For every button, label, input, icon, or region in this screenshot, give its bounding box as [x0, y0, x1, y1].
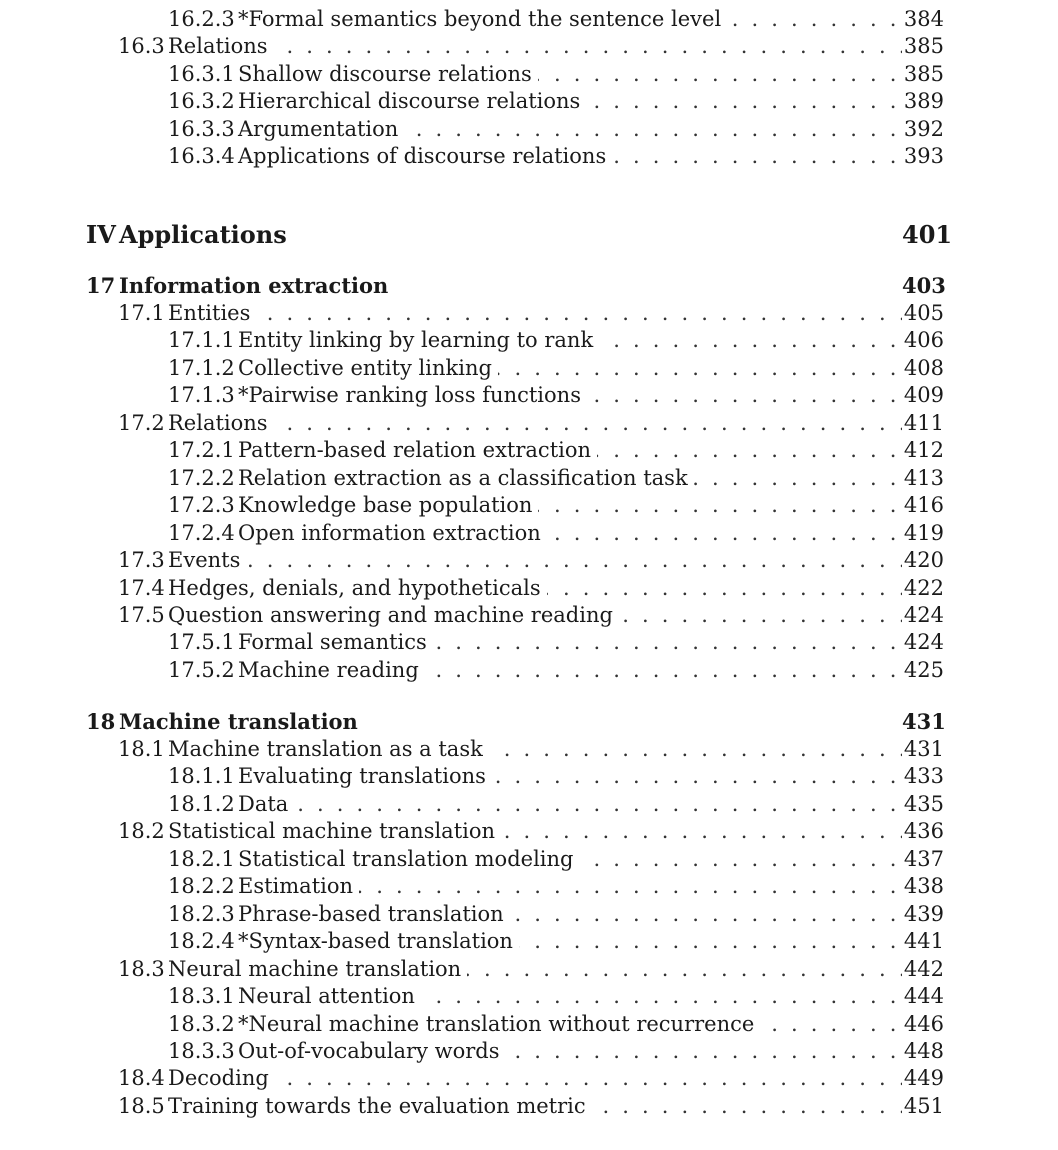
toc-subsection-entry[interactable] [0, 1038, 1058, 1065]
entry-title: *Syntax-based translation [238, 928, 519, 955]
entry-page-number: 411 [903, 410, 944, 435]
entry-page-number: 437 [903, 846, 944, 871]
entry-page-number: 424 [903, 630, 944, 655]
dot-leader [168, 300, 946, 327]
dot-leader [168, 33, 946, 60]
entry-title: Knowledge base population [238, 492, 538, 519]
toc-chapter-heading[interactable] [0, 708, 1058, 735]
entry-title: Statistical translation modeling [238, 846, 579, 873]
entry-title: Machine translation as a task [168, 736, 489, 763]
entry-title: *Neural machine translation without recurrence [238, 1011, 760, 1038]
entry-number: 18.1 [118, 737, 165, 761]
entry-number: 17.1 [118, 301, 165, 325]
toc-subsection-entry[interactable] [0, 901, 1058, 928]
entry-page-number: 413 [903, 465, 944, 490]
entry-number: 16.3.3 [168, 116, 235, 141]
entry-page-number: 389 [903, 89, 944, 114]
entry-page-number: 442 [903, 956, 944, 981]
entry-title: Machine reading [238, 657, 425, 684]
entry-title: Pattern-based relation extraction [238, 437, 597, 464]
entry-number: 18.1.1 [168, 764, 235, 789]
entry-title: Decoding [168, 1065, 275, 1092]
entry-title: Neural machine translation [168, 956, 467, 983]
entry-page-number: 420 [903, 548, 944, 573]
entry-page-number: 385 [903, 34, 944, 59]
entry-title: Formal semantics [238, 629, 433, 656]
toc-subsection-entry[interactable] [0, 116, 1058, 143]
entry-title: Relation extraction as a classification task [238, 465, 694, 492]
entry-number: 18.3.3 [168, 1038, 235, 1063]
entry-page-number: 449 [903, 1066, 944, 1091]
toc-section-entry[interactable] [0, 547, 1058, 574]
toc-section-entry[interactable] [0, 736, 1058, 763]
toc-subsection-entry[interactable] [0, 327, 1058, 354]
entry-title: Out-of-vocabulary words [238, 1038, 506, 1065]
entry-page-number: 433 [903, 764, 944, 789]
toc-subsection-entry[interactable] [0, 629, 1058, 656]
entry-number: 17.5.2 [168, 657, 235, 682]
entry-page-number: 419 [903, 520, 944, 545]
entry-title: Machine translation [119, 708, 364, 735]
toc-section-entry[interactable] [0, 1093, 1058, 1120]
entry-number: IV [86, 220, 116, 249]
entry-number: 16.3.2 [168, 89, 235, 114]
toc-subsection-entry[interactable] [0, 873, 1058, 900]
entry-page-number: 412 [903, 438, 944, 463]
entry-title: Shallow discourse relations [238, 61, 538, 88]
toc-subsection-entry[interactable] [0, 657, 1058, 684]
toc-subsection-entry[interactable] [0, 1011, 1058, 1038]
entry-title: *Pairwise ranking loss functions [238, 382, 587, 409]
toc-section-entry[interactable] [0, 575, 1058, 602]
entry-title: *Formal semantics beyond the sentence level [238, 6, 727, 33]
toc-section-entry[interactable] [0, 602, 1058, 629]
toc-subsection-entry[interactable] [0, 520, 1058, 547]
entry-title: Phrase-based translation [238, 901, 510, 928]
entry-page-number: 431 [903, 737, 944, 761]
toc-section-entry[interactable] [0, 300, 1058, 327]
entry-title: Training towards the evaluation metric [168, 1093, 592, 1120]
entry-page-number: 406 [903, 328, 944, 353]
entry-title: Hedges, denials, and hypotheticals [168, 575, 547, 602]
entry-title: Relations [168, 410, 274, 437]
entry-number: 16.3.1 [168, 61, 235, 86]
toc-section-entry[interactable] [0, 818, 1058, 845]
entry-page-number: 405 [903, 301, 944, 325]
entry-number: 16.3.4 [168, 144, 235, 169]
entry-page-number: 384 [903, 7, 944, 31]
toc-subsection-entry[interactable] [0, 437, 1058, 464]
entry-page-number: 425 [903, 657, 944, 682]
toc-subsection-entry[interactable] [0, 928, 1058, 955]
toc-section-entry[interactable] [0, 1065, 1058, 1092]
entry-page-number: 444 [903, 984, 944, 1009]
entry-page-number: 401 [902, 220, 953, 249]
entry-number: 18.5 [118, 1093, 165, 1118]
entry-page-number: 439 [903, 901, 944, 926]
toc-part-heading[interactable] [0, 219, 1058, 251]
entry-number: 16.2.3 [168, 7, 235, 31]
entry-title: Applications [119, 219, 293, 251]
entry-page-number: 431 [902, 709, 946, 734]
entry-number: 18.2.4 [168, 929, 235, 954]
entry-number: 17.2 [118, 410, 165, 435]
entry-page-number: 451 [903, 1093, 944, 1118]
entry-title: Neural attention [238, 983, 421, 1010]
entry-title: Events [168, 547, 246, 574]
entry-title: Estimation [238, 873, 359, 900]
entry-number: 17.5 [118, 602, 165, 627]
entry-number: 17.1.3 [168, 383, 235, 408]
entry-number: 18.1.2 [168, 791, 235, 816]
entry-page-number: 436 [903, 819, 944, 844]
entry-number: 17.2.3 [168, 493, 235, 518]
entry-number: 18.3.1 [168, 984, 235, 1009]
entry-title: Statistical machine translation [168, 818, 501, 845]
toc-subsection-entry[interactable] [0, 791, 1058, 818]
toc-subsection-entry[interactable] [0, 88, 1058, 115]
entry-number: 18.2 [118, 819, 165, 844]
entry-number: 18.3 [118, 956, 165, 981]
toc-subsection-entry[interactable] [0, 61, 1058, 88]
entry-page-number: 392 [903, 116, 944, 141]
entry-page-number: 435 [903, 791, 944, 816]
entry-number: 18.3.2 [168, 1011, 235, 1036]
toc-subsection-entry[interactable] [0, 382, 1058, 409]
entry-number: 17.2.1 [168, 438, 235, 463]
entry-number: 18.2.1 [168, 846, 235, 871]
toc-chapter-heading[interactable] [0, 272, 1058, 299]
toc-subsection-entry[interactable] [0, 6, 1058, 33]
entry-page-number: 408 [903, 355, 944, 380]
toc-section-entry[interactable] [0, 410, 1058, 437]
entry-number: 17.5.1 [168, 630, 235, 655]
entry-page-number: 409 [903, 383, 944, 408]
entry-title: Applications of discourse relations [238, 143, 612, 170]
entry-title: Collective entity linking [238, 355, 498, 382]
dot-leader [168, 410, 946, 437]
entry-number: 16.3 [118, 34, 165, 59]
entry-number: 17.2.2 [168, 465, 235, 490]
toc-section-entry[interactable] [0, 956, 1058, 983]
toc-subsection-entry[interactable] [0, 763, 1058, 790]
entry-title: Entity linking by learning to rank [238, 327, 599, 354]
dot-leader [168, 547, 946, 574]
entry-title: Hierarchical discourse relations [238, 88, 586, 115]
entry-page-number: 422 [903, 575, 944, 600]
toc-subsection-entry[interactable] [0, 983, 1058, 1010]
entry-title: Open information extraction [238, 520, 547, 547]
entry-page-number: 393 [903, 144, 944, 169]
entry-number: 18.4 [118, 1066, 165, 1091]
entry-title: Question answering and machine reading [168, 602, 619, 629]
entry-page-number: 403 [902, 273, 946, 298]
entry-title: Data [238, 791, 294, 818]
toc-section-entry[interactable] [0, 33, 1058, 60]
toc-subsection-entry[interactable] [0, 143, 1058, 170]
entry-page-number: 416 [903, 493, 944, 518]
entry-number: 17.1.1 [168, 328, 235, 353]
toc-subsection-entry[interactable] [0, 492, 1058, 519]
entry-number: 17 [86, 273, 116, 298]
entry-page-number: 446 [903, 1011, 944, 1036]
entry-number: 17.2.4 [168, 520, 235, 545]
entry-title: Information extraction [119, 272, 394, 299]
entry-page-number: 385 [903, 61, 944, 86]
entry-number: 17.3 [118, 548, 165, 573]
entry-number: 18.2.2 [168, 874, 235, 899]
toc-subsection-entry[interactable] [0, 846, 1058, 873]
entry-title: Argumentation [238, 116, 404, 143]
entry-page-number: 424 [903, 602, 944, 627]
entry-number: 18 [86, 709, 116, 734]
entry-title: Evaluating translations [238, 763, 492, 790]
entry-page-number: 438 [903, 874, 944, 899]
dot-leader [238, 791, 946, 818]
entry-page-number: 448 [903, 1038, 944, 1063]
toc-subsection-entry[interactable] [0, 465, 1058, 492]
entry-title: Relations [168, 33, 274, 60]
toc-subsection-entry[interactable] [0, 355, 1058, 382]
entry-page-number: 441 [903, 929, 944, 954]
entry-title: Entities [168, 300, 256, 327]
entry-number: 17.4 [118, 575, 165, 600]
dot-leader [168, 1065, 946, 1092]
entry-number: 18.2.3 [168, 901, 235, 926]
entry-number: 17.1.2 [168, 355, 235, 380]
